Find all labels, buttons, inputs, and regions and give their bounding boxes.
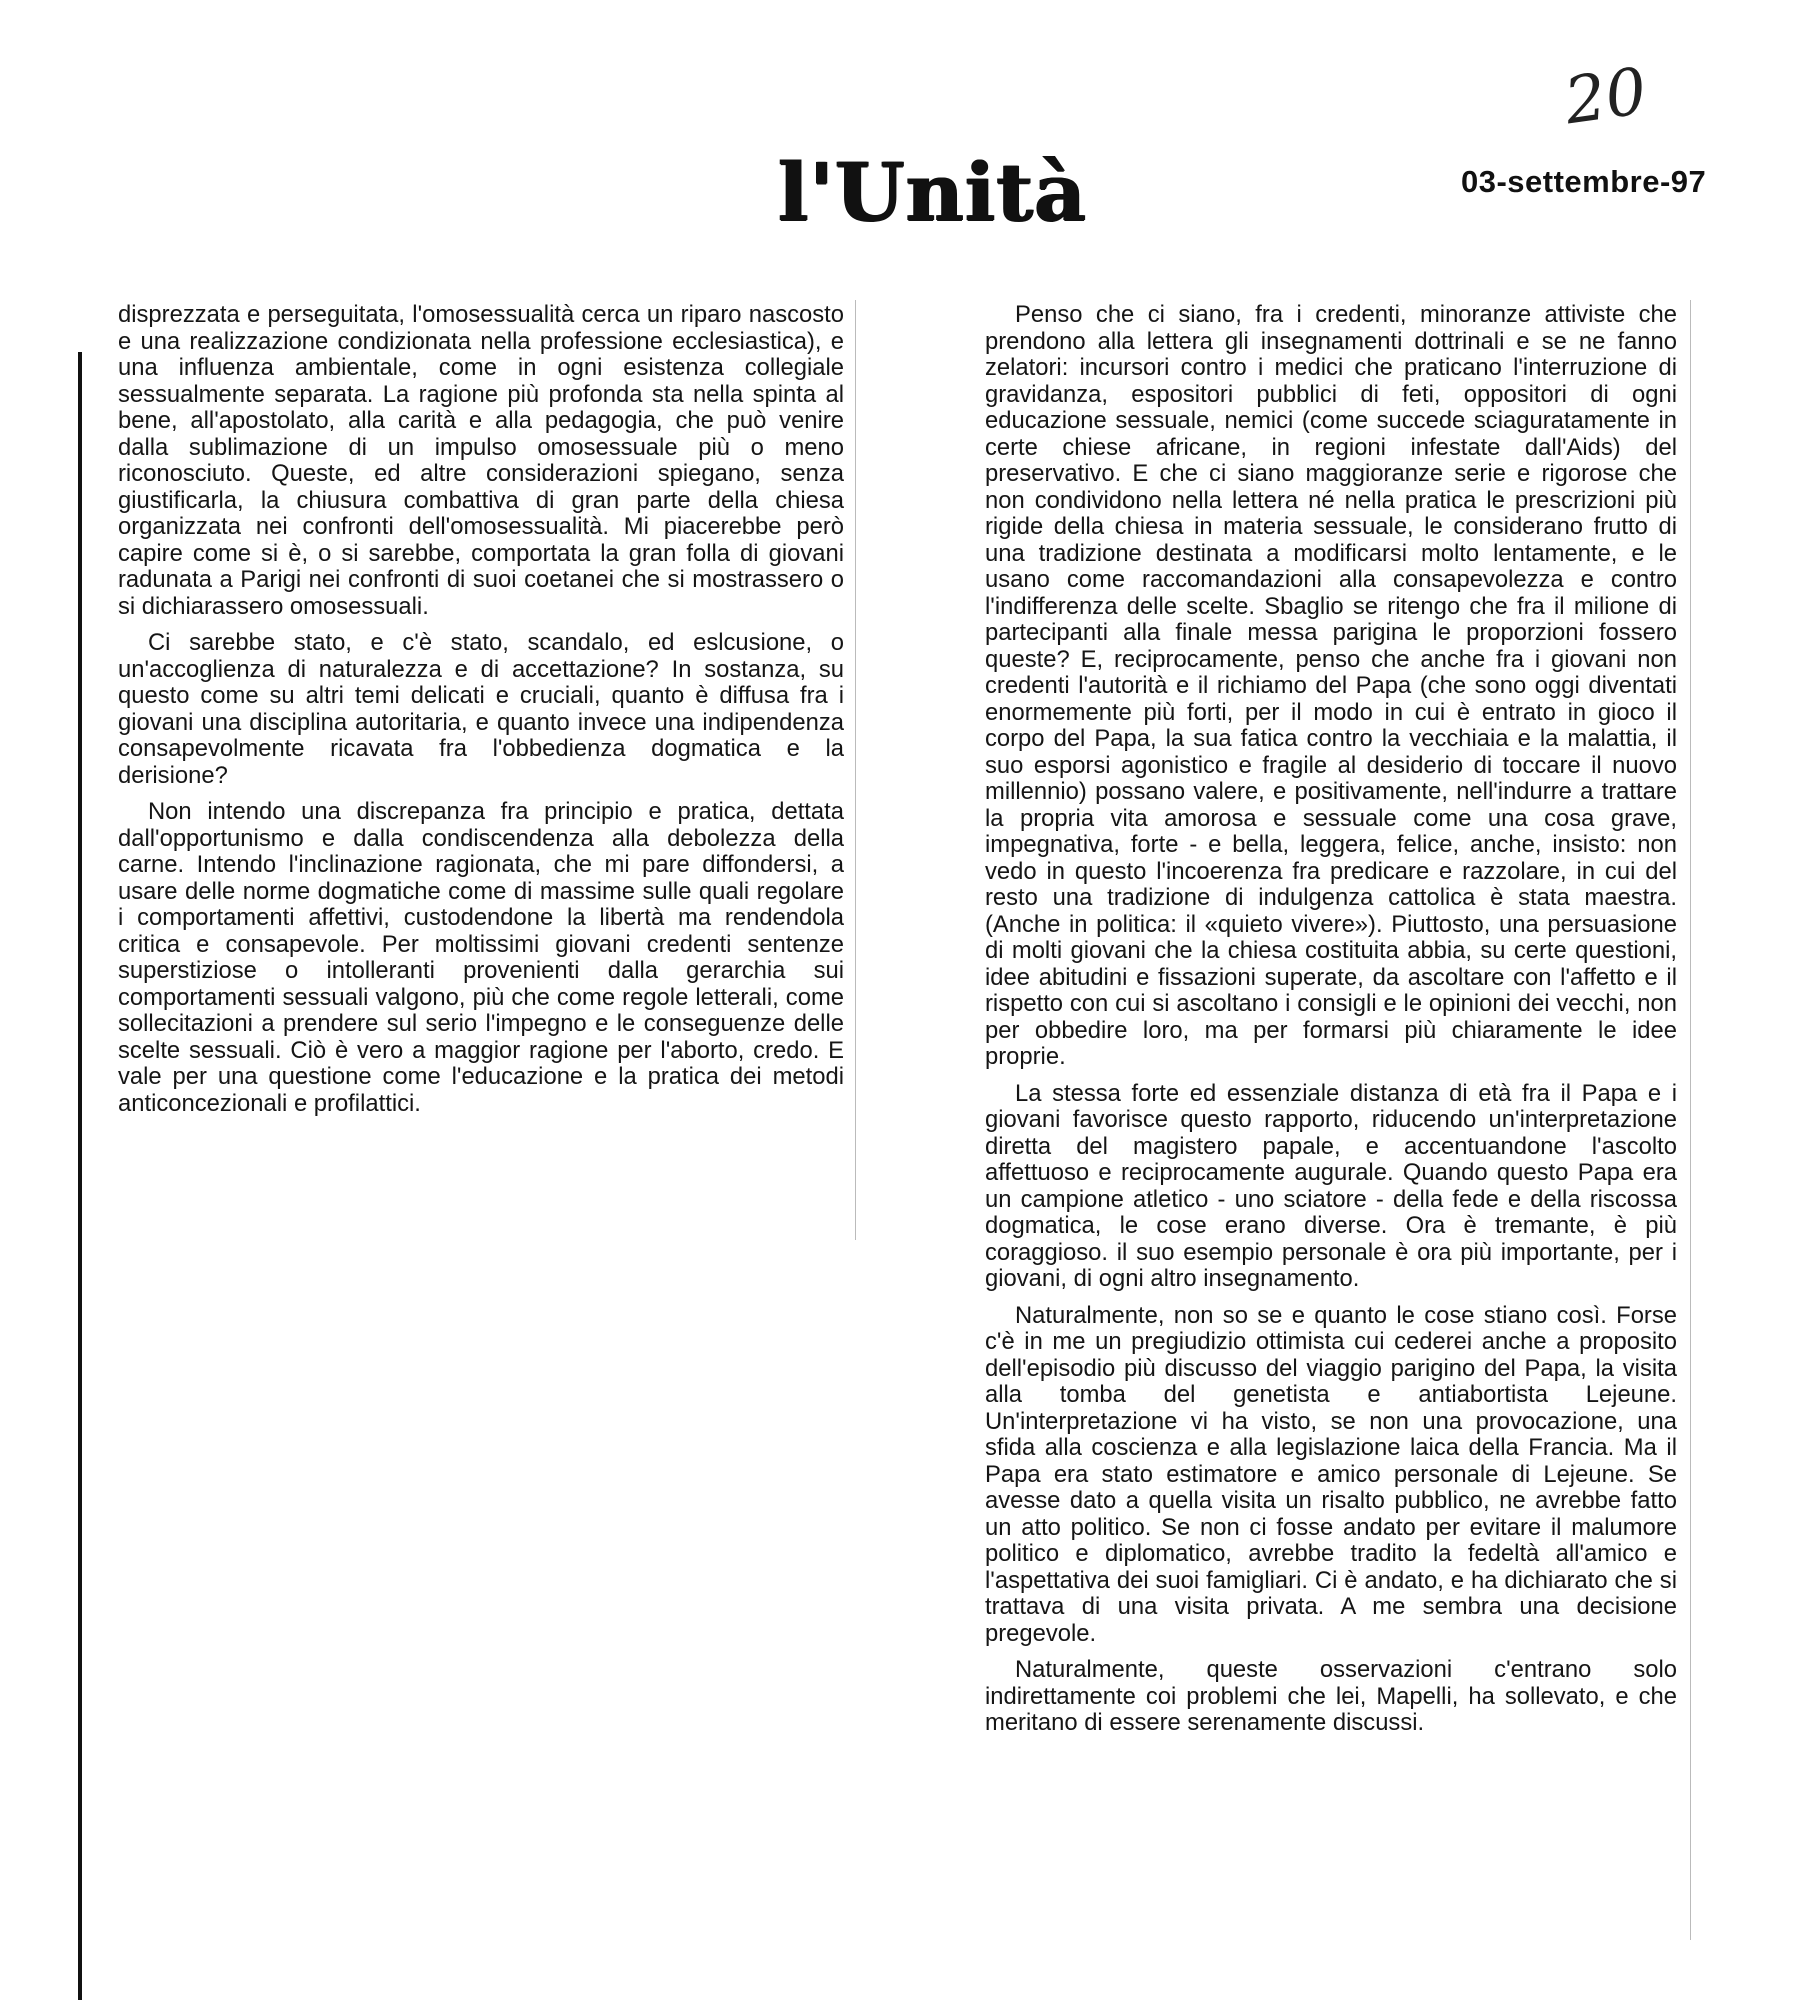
paragraph: Penso che ci siano, fra i credenti, minoranze attiviste che prendono alla lettera gli insegnamenti dottrinali e se ne fanno zelatori: incursori contro i medici che praticano l'interruzione di gravidanza, espositori pubblici di feti, oppositori di ogni educazione sessuale, nemici (come succede sciaguratamente in certe chiese africane, in regioni infestate dall'Aids) del preservativo. E che ci siano maggioranze serie e rigorose che non condividono nella lettera né nella pratica le prescrizioni più rigide della chiesa in materia sessuale, le considerano frutto di una tradizione destinata a modificarsi molto lentamente, e le usano come raccomandazioni alla consapevolezza e contro l'indifferenza delle scelte. Sbaglio se ritengo che fra il milione di partecipanti alla finale messa parigina le proporzioni fossero queste? E, reciprocamente, penso che anche fra i giovani non credenti l'autorità e il richiamo del Papa (che sono oggi diventati enormemente più forti, per il modo in cui è entrato in gioco il corpo del Papa, la sua fatica contro la vecchiaia e la malattia, il suo esporsi agonistico e fragile al desiderio di toccare il nuovo millennio) possano valere, e positivamente, nell'indurre a trattare la propria vita amorosa e sessuale come una cosa grave, impegnativa, forte - e bella, leggera, felice, anche, insisto: non vedo in questo l'incoerenza fra predicare e razzolare, in cui del resto una tradizione di indulgenza cattolica è stata maestra. (Anche in politica: il «quieto vivere»). Piuttosto, una persuasione di molti giovani che la chiesa costituita abbia, su certe questioni, idee abitudini e fissazioni superate, da ascoltare con l'affetto e il rispetto con cui si ascoltano i consigli e le opinioni dei vecchi, non per obbedire loro, ma per formarsi più chiaramente le idee proprie.: [985, 301, 1677, 1070]
paragraph: Non intendo una discrepanza fra principio e pratica, dettata dall'opportunismo e dalla condiscendenza alla debolezza della carne. Intendo l'inclinazione ragionata, che mi pare diffondersi, a usare delle norme dogmatiche come di massime sulle quali regolare i comportamenti affettivi, custodendone la libertà ma rendendola critica e consapevole. Per moltissimi giovani credenti sentenze superstiziose o intolleranti provenienti dalla gerarchia sui comportamenti sessuali valgono, più che come regole letterali, come sollecitazioni a prendere sul serio l'impegno e le conseguenze delle scelte sessuali. Ciò è vero a maggior ragione per l'aborto, credo. E vale per una questione come l'educazione e la pratica dei metodi anticoncezionali e profilattici.: [118, 798, 844, 1117]
left-column: [118, 302, 844, 1127]
right-column: [985, 302, 1677, 1747]
paragraph: disprezzata e perseguitata, l'omosessualità cerca un riparo nascosto e una realizzazione condizionata nella professione ecclesiastica), e una influenza ambientale, come in ogni esistenza collegiale sessualmente separata. La ragione più profonda sta nella spinta al bene, all'apostolato, alla carità e alla pedagogia, che può venire dalla sublimazione di un impulso omosessuale più o meno riconosciuto. Queste, ed altre considerazioni spiegano, senza giustificarla, la chiusura combattiva di gran parte della chiesa organizzata nei confronti dell'omosessualità. Mi piacerebbe però capire come si è, o si sarebbe, comportata la gran folla di giovani radunata a Parigi nei confronti di suoi coetanei che si mostrassero o si dichiarassero omosessuali.: [118, 301, 844, 620]
paragraph: Naturalmente, non so se e quanto le cose stiano così. Forse c'è in me un pregiudizio ottimista cui cederei anche a proposito dell'episodio più discusso del viaggio parigino del Papa, la visita alla tomba del genetista e antiabortista Lejeune. Un'interpretazione vi ha visto, se non una provocazione, una sfida alla coscienza e alla legislazione laica della Francia. Ma il Papa era stato estimatore e amico personale di Lejeune. Se avesse dato a quella visita un risalto pubblico, ne avrebbe fatto un atto politico. Se non ci fosse andato per evitare il malumore politico e diplomatico, avrebbe tradito la fedeltà all'amico e l'aspettativa dei suoi famigliari. Ci è andato, e ha dichiarato che si trattava di una visita privata. A me sembra una decisione pregevole.: [985, 1301, 1677, 1647]
handwritten-page-number: 20: [1560, 54, 1652, 140]
publication-date: 03-settembre-97: [1461, 164, 1707, 199]
margin-rule: [78, 352, 82, 2000]
paragraph: Ci sarebbe stato, e c'è stato, scandalo, ed eslcusione, o un'accoglienza di naturalezza e di accettazione? In sostanza, su questo come su altri temi delicati e cruciali, quanto è diffusa fra i giovani una disciplina autoritaria, e quanto invece una indipendenza consapevolmente ricavata fra l'obbedienza dogmatica e la derisione?: [118, 629, 844, 789]
masthead-logo: l'Unità: [778, 145, 1087, 239]
column-edge-right: [1690, 300, 1691, 1940]
column-edge-left: [855, 300, 856, 1240]
paragraph: Naturalmente, queste osservazioni c'entrano solo indirettamente coi problemi che lei, Mapelli, ha sollevato, e che meritano di essere serenamente discussi.: [985, 1656, 1677, 1736]
paragraph: La stessa forte ed essenziale distanza di età fra il Papa e i giovani favorisce questo rapporto, riducendo un'interpretazione diretta del magistero papale, e accentuandone l'ascolto affettuoso e reciprocamente augurale. Quando questo Papa era un campione atletico - uno sciatore - della fede e della riscossa dogmatica, le cose erano diverse. Ora è tremante, è più coraggioso. il suo esempio personale è ora più importante, per i giovani, di ogni altro insegnamento.: [985, 1079, 1677, 1292]
